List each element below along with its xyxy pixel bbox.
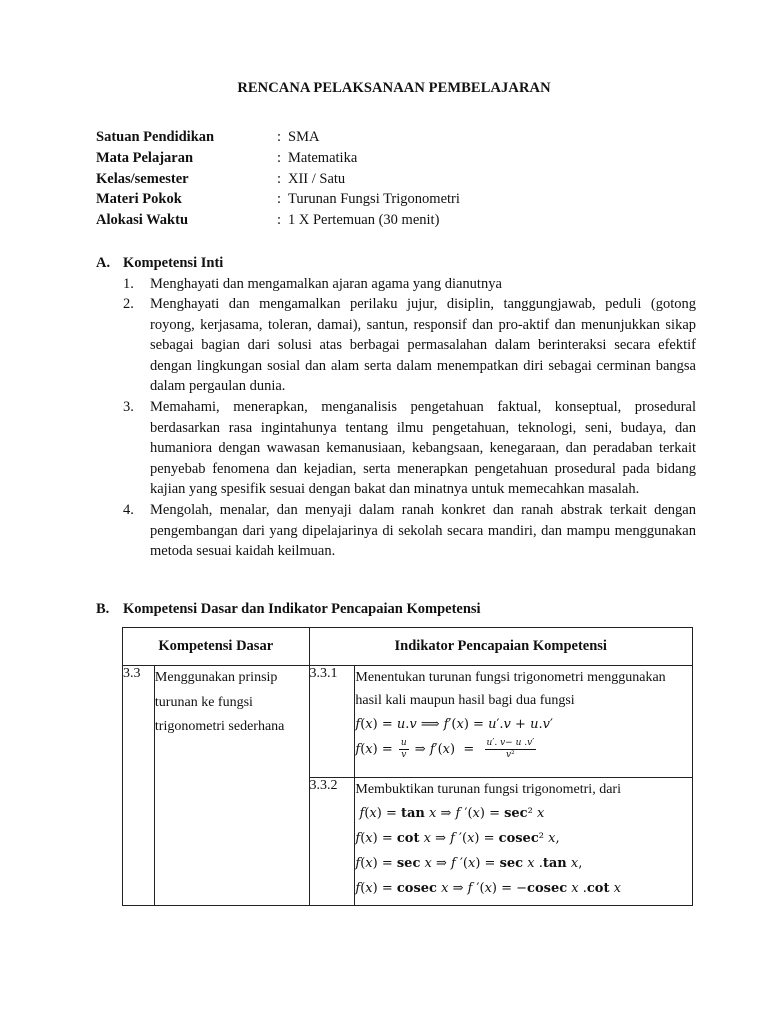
kd-number: 3.3 [123, 666, 155, 906]
section-title: Kompetensi Dasar dan Indikator Pencapaian Kompetensi [123, 601, 481, 617]
meta-value: Turunan Fungsi Trigonometri [288, 191, 460, 208]
list-text: Mengolah, menalar, dan menyaji dalam ranah konkret dan ranah abstrak terkait dengan pengembangan dari yang dipelajarinya di sekolah secara mandiri, dan mampu menggunakan metoda sesuai kaidah keilmuan. [150, 502, 696, 560]
meta-row-materi [96, 189, 460, 210]
indicator-number: 3.3.2 [309, 778, 355, 906]
formula-tan: f(x) = tan x ⇒ f ′(x) = sec² x [359, 806, 545, 821]
section-letter: A. [96, 255, 111, 271]
indicator-cell [355, 666, 693, 778]
indicator-text: Membuktikan turunan fungsi trigonometri, dari [355, 782, 621, 797]
meta-colon: : [277, 191, 282, 208]
table-row [123, 666, 693, 778]
indicator-text: Menentukan turunan fungsi trigonometri menggunakan hasil kali maupun hasil bagi dua fungsi [355, 670, 666, 708]
indicator-cell [355, 778, 693, 906]
list-text: Menghayati dan mengamalkan ajaran agama yang dianutnya [150, 275, 502, 292]
meta-value: 1 X Pertemuan (30 menit) [288, 212, 440, 229]
kd-description [154, 666, 309, 906]
list-item [96, 274, 696, 295]
formula-cosec: f(x) = cosec x ⇒ f ′(x) = −cosec x .cot x [355, 881, 621, 896]
list-number: 4. [123, 502, 134, 519]
formula-product-rule: f(x) = u.v ⟹ f′(x) = u′.v + u.v′ [355, 717, 553, 732]
section-kompetensi-inti [96, 253, 696, 562]
list-number: 1. [123, 275, 134, 292]
meta-key: Kelas/semester [96, 170, 189, 187]
meta-row-mapel [96, 148, 460, 169]
section-kompetensi-dasar [96, 599, 696, 620]
section-heading [96, 253, 696, 274]
meta-value: XII / Satu [288, 170, 346, 187]
meta-block [96, 127, 460, 231]
meta-value: Matematika [288, 149, 358, 166]
header-indikator: Indikator Pencapaian Kompetensi [309, 628, 693, 666]
meta-colon: : [277, 212, 282, 229]
meta-key: Satuan Pendidikan [96, 129, 215, 145]
meta-row-kelas [96, 169, 460, 190]
section-letter: B. [96, 601, 110, 617]
meta-key: Mata Pelajaran [96, 149, 194, 166]
section-heading [96, 599, 696, 620]
formula-sec: f(x) = sec x ⇒ f ′(x) = sec x .tan x, [355, 856, 583, 871]
list-item [96, 500, 696, 562]
header-kompetensi-dasar: Kompetensi Dasar [123, 628, 310, 666]
list-item [96, 294, 696, 397]
formula-cot: f(x) = cot x ⇒ f ′(x) = cosec² x, [355, 831, 560, 846]
formula-quotient-rule: f(x) = $\frac{u}{v}$ ⇒ f′(x) = $\frac{u'. v- u .v'}{\text{v²}}$ [355, 738, 535, 760]
meta-colon: : [277, 129, 282, 145]
competency-table [122, 627, 693, 906]
table-header-row [123, 628, 693, 666]
document-title: RENCANA PELAKSANAAN PEMBELAJARAN [237, 80, 551, 96]
meta-row-satuan [96, 127, 460, 148]
list-item [96, 397, 696, 500]
meta-row-alokasi [96, 210, 460, 231]
meta-key: Alokasi Waktu [96, 212, 189, 229]
meta-colon: : [277, 170, 282, 187]
section-title: Kompetensi Inti [123, 255, 224, 271]
list-number: 3. [123, 399, 134, 416]
indicator-number: 3.3.1 [309, 666, 355, 778]
list-text: Menghayati dan mengamalkan perilaku jujur, disiplin, tanggungjawab, peduli (gotong royong, kerjasama, toleran, damai), santun, responsif dan pro-aktif dan menunjukkan sikap sebagai bagian dari solusi atas berbagai permasalahan dalam berinteraksi secara efektif dengan lingkungan sosial dan alam serta dalam menempatkan diri sebagai cerminan bangsa dalam pergaulan dunia. [150, 296, 696, 395]
meta-key: Materi Pokok [96, 191, 182, 208]
ki-list [96, 274, 696, 562]
meta-colon: : [277, 149, 282, 166]
kd-text: Menggunakan prinsip turunan ke fungsi trigonometri sederhana [154, 670, 285, 734]
list-number: 2. [123, 296, 134, 313]
list-text: Memahami, menerapkan, menganalisis pengetahuan faktual, konseptual, prosedural berdasarkan rasa ingintahunya tentang ilmu pengetahuan, teknologi, seni, budaya, dan humaniora dengan wawasan kemanusiaan, kebangsaan, kenegaraan, dan peradaban terkait penyebab fenomena dan kejadian, serta menerapkan pengetahuan prosedural pada bidang kajian yang spesifik sesuai dengan bakat dan minatnya untuk memecahkan masalah. [150, 399, 696, 498]
meta-value: SMA [288, 129, 320, 145]
